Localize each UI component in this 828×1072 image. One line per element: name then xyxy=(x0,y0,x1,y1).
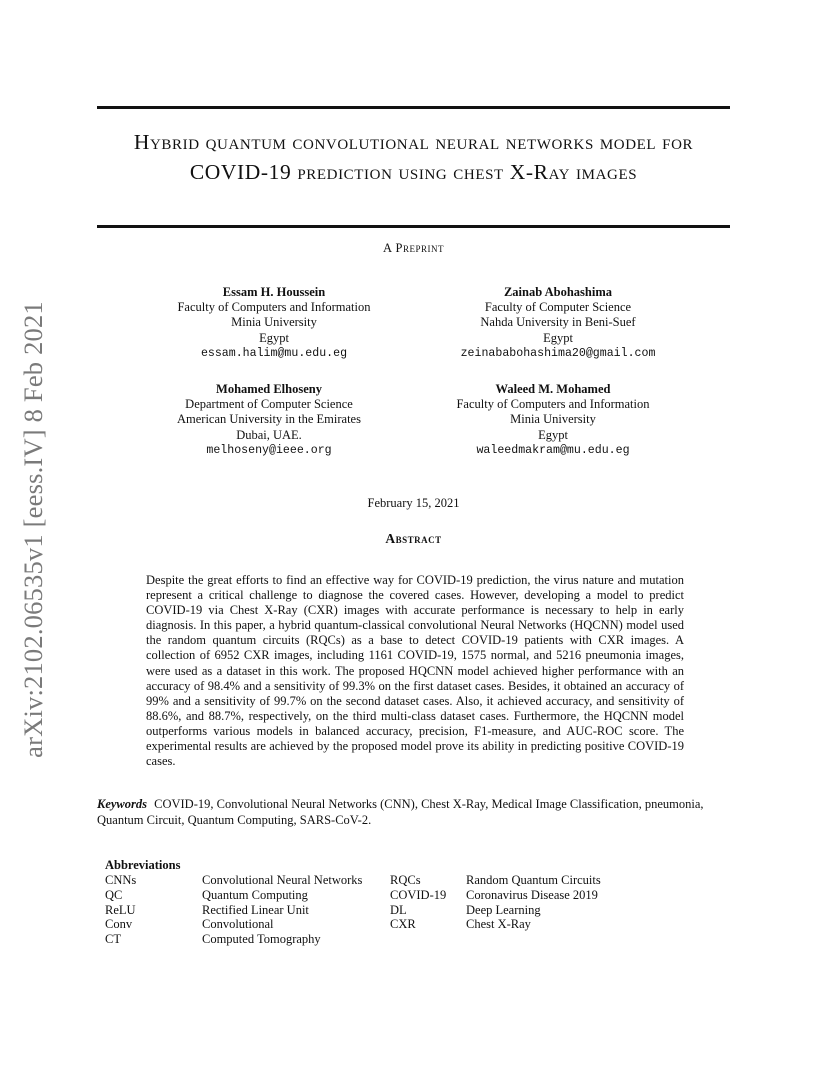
abbreviation xyxy=(390,932,466,947)
keywords-section xyxy=(97,797,737,828)
abstract-text: Despite the great efforts to find an effective way for COVID-19 prediction, the virus nature and mutation represent a critical challenge to diagnose the covered cases. However, developing a model to predict COVID-19 via Chest X-Ray (CXR) images with accurate performance is necessary to help in early diagnosis. In this paper, a hybrid quantum-classical convolutional Neural Networks (HQCNN) model used the random quantum circuits (RQCs) as a base to detect COVID-19 patients with CXR images. A collection of 6952 CXR images, including 1161 COVID-19, 1575 normal, and 5216 pneumonia images, were used as a dataset in this work. The proposed HQCNN model achieved higher performance with an accuracy of 98.4% and a sensitivity of 99.3% on the first dataset cases. Besides, it obtained an accuracy of 99% and a sensitivity of 99.7% on the second dataset cases. Also, it achieved accuracy, and sensitivity of 88.6%, and 88.7%, respectively, on the third multi-class dataset cases. Furthermore, the HQCNN model outperforms various models in balanced accuracy, precision, F1-measure, and AUC-ROC score. The experimental results are achieved by the proposed model prove its ability in predicting positive COVID-19 cases. xyxy=(146,573,684,769)
table-row xyxy=(105,917,601,932)
abbreviation-definition: Computed Tomography xyxy=(202,932,321,947)
abstract-heading: Abstract xyxy=(385,531,442,546)
abbreviation-definition: Convolutional Neural Networks xyxy=(202,873,363,887)
abbreviations-table xyxy=(105,873,601,947)
author-block xyxy=(408,285,708,361)
abbreviation: DL xyxy=(390,902,407,917)
abbreviation: CT xyxy=(105,932,121,947)
abbreviations-section xyxy=(105,857,725,947)
abbreviation: COVID-19 xyxy=(390,887,447,902)
author-affiliation-line: Minia University xyxy=(510,412,596,427)
author-affiliation-line: Faculty of Computers and Information xyxy=(177,300,371,315)
author-email[interactable]: melhoseny@ieee.org xyxy=(206,443,332,457)
title-bottom-rule xyxy=(97,225,730,228)
publication-date: February 15, 2021 xyxy=(367,496,460,510)
author-email[interactable]: essam.halim@mu.edu.eg xyxy=(200,346,348,360)
author-affiliation-line: Egypt xyxy=(259,330,289,345)
table-row xyxy=(105,888,601,903)
author-affiliation-line: Minia University xyxy=(231,315,317,330)
arxiv-stamp-text: arXiv:2102.06535v1 [eess.IV] 8 Feb 2021 xyxy=(17,300,48,758)
author-block xyxy=(403,382,703,458)
author-affiliation-line: Faculty of Computers and Information xyxy=(456,397,650,412)
abbreviation: ReLU xyxy=(105,902,136,917)
table-row xyxy=(105,932,601,947)
author-affiliation-line: Department of Computer Science xyxy=(185,397,353,412)
abbreviation-definition: Chest X-Ray xyxy=(466,917,531,932)
paper-title: Hybrid quantum convolutional neural networks model for COVID-19 prediction using chest X-Ray images xyxy=(133,130,694,184)
abbreviation: Conv xyxy=(105,917,133,932)
abbreviation-definition: Convolutional xyxy=(202,917,274,932)
keywords-text: COVID-19, Convolutional Neural Networks (CNN), Chest X-Ray, Medical Image Classification, pneumonia, Quantum Circuit, Quantum Computing, SARS-CoV-2. xyxy=(97,797,704,827)
author-affiliation-line: Egypt xyxy=(538,427,568,442)
abbreviation: QC xyxy=(105,887,123,902)
author-name: Zainab Abohashima xyxy=(503,285,613,299)
author-affiliation-line: Dubai, UAE. xyxy=(236,427,302,442)
abbreviation: CNNs xyxy=(105,873,137,887)
keywords-label: Keywords xyxy=(97,797,147,811)
abbreviation-definition: Coronavirus Disease 2019 xyxy=(466,887,598,902)
abbreviation-definition: Quantum Computing xyxy=(202,887,308,902)
preprint-label: A Preprint xyxy=(383,241,444,255)
abbreviation-definition xyxy=(466,932,601,947)
author-name: Mohamed Elhoseny xyxy=(216,382,322,396)
table-row xyxy=(105,873,601,888)
author-name: Waleed M. Mohamed xyxy=(495,382,611,396)
abbreviation-definition: Rectified Linear Unit xyxy=(202,902,309,917)
author-block xyxy=(124,285,424,361)
arxiv-side-stamp xyxy=(14,292,52,766)
author-affiliation-line: American University in the Emirates xyxy=(177,412,361,427)
abbreviations-heading: Abbreviations xyxy=(105,858,181,872)
abbreviation-definition: Deep Learning xyxy=(466,902,541,917)
abbreviation-definition: Random Quantum Circuits xyxy=(466,873,601,887)
author-affiliation-line: Nahda University in Beni-Suef xyxy=(480,315,636,330)
abbreviation: CXR xyxy=(390,917,416,932)
author-affiliation-line: Faculty of Computer Science xyxy=(484,300,632,315)
author-affiliation-line: Egypt xyxy=(543,330,573,345)
title-top-rule xyxy=(97,106,730,109)
author-name: Essam H. Houssein xyxy=(222,285,326,299)
table-row xyxy=(105,903,601,918)
author-email[interactable]: waleedmakram@mu.edu.eg xyxy=(476,443,630,457)
abbreviation: RQCs xyxy=(390,873,421,887)
author-block xyxy=(119,382,419,458)
author-email[interactable]: zeinababohashima20@gmail.com xyxy=(460,346,656,360)
